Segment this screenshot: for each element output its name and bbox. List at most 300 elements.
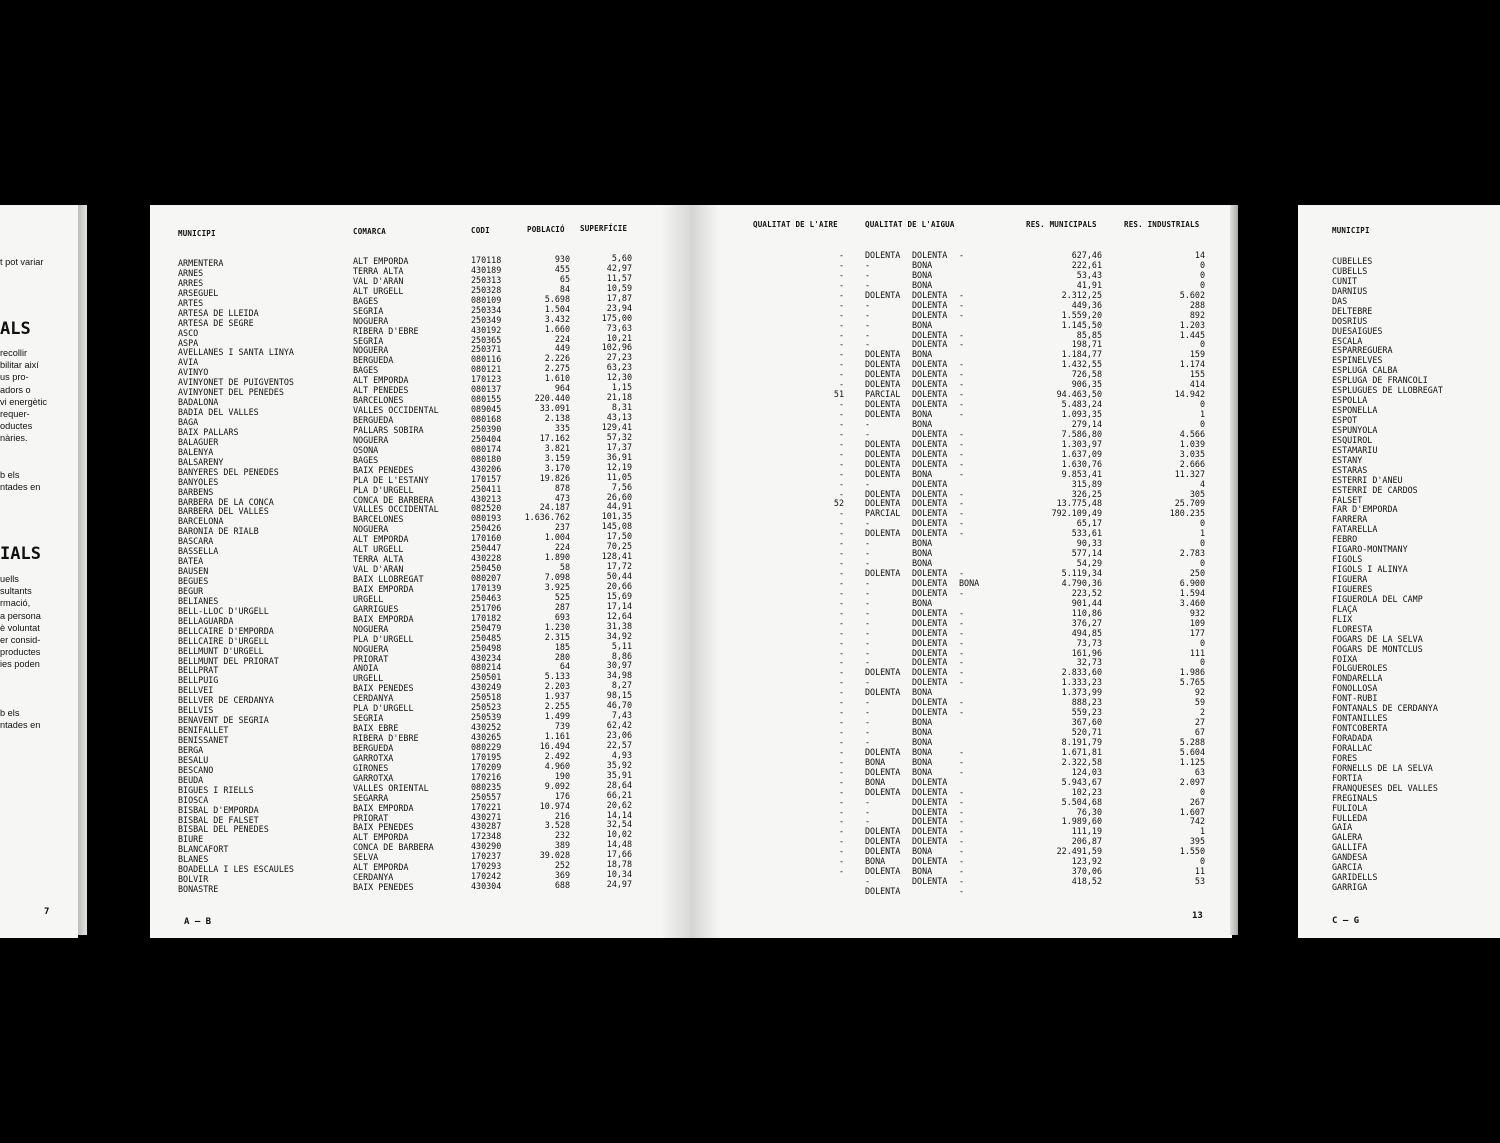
cell-aigua: - [959,847,965,857]
cell-aigua [959,738,999,748]
cell-aigua: - [865,728,871,737]
cell-poblacio: 17.162 [539,433,570,443]
cell-aigua: DOLENTA [865,867,901,877]
cell-municipi: GARRIGA [1332,883,1368,893]
cell-municipi: BATEA [178,557,204,567]
cell-comarca: PRIORAT [353,654,389,664]
cell-aire: - [838,728,844,737]
cell-codi: 080109 [471,295,502,305]
cell-comarca: BERGUEDÀ [353,743,394,753]
cell-res-industrials: 0 [1199,658,1205,668]
cell-aire: - [838,777,844,787]
cell-aigua: - [959,469,965,479]
cell-res-municipals: 2.312,25 [1061,290,1102,300]
cell-poblacio: 878 [554,483,570,493]
cell-municipi: ESPLUGA DE FRANCOLÍ [1332,376,1428,386]
cell-municipi: BELLPRAT [178,666,219,676]
cell-municipi: BIURE [178,835,204,845]
cell-res-industrials: 14.942 [1174,390,1205,400]
fragment-text: ntades en [0,482,41,493]
cell-aigua: DOLENTA [865,380,901,390]
cell-codi: 250450 [471,564,502,574]
cell-res-industrials: 0 [1199,400,1205,410]
cell-superficie: 101,35 [601,512,632,522]
cell-superficie: 98,15 [606,691,632,701]
cell-aigua: DOLENTA [912,777,948,787]
cell-comarca: GARROTXA [353,773,394,783]
cell-poblacio: 2.203 [544,682,570,692]
cell-codi: 080229 [471,742,502,752]
cell-comarca: RIBERA D'EBRE [353,326,419,336]
cell-codi: 170123 [471,375,502,385]
cell-aigua: BONA [912,728,933,737]
cell-superficie: 31,38 [606,621,632,631]
cell-superficie: 5,60 [611,254,632,263]
cell-superficie: 36,91 [606,452,632,462]
cell-aigua: - [959,588,965,598]
cell-aire: - [838,698,844,708]
cell-aire: - [838,638,844,648]
cell-municipi: BANYERES DEL PENEDÈS [178,467,279,477]
cell-comarca: BAIX LLOBREGAT [353,575,424,584]
cell-res-industrials: 27 [1194,718,1205,728]
cell-aigua [959,281,999,291]
cell-aigua: - [959,529,965,539]
column-superficie [580,254,632,890]
cell-aigua: DOLENTA [912,658,948,668]
cell-municipi: BISBAL DE FALSET [178,815,259,825]
cell-res-industrials: 25.709 [1174,499,1205,509]
cell-superficie: 12,19 [606,462,632,472]
cell-res-industrials: 2.666 [1179,459,1205,469]
cell-res-municipals: 5.119,34 [1061,569,1102,578]
cell-comarca: GIRONÈS [353,763,389,773]
cell-municipi: BADALONA [178,398,219,408]
cell-res-municipals: 198,71 [1071,340,1102,350]
cell-poblacio: 369 [554,871,570,881]
cell-superficie: 35,92 [606,760,632,770]
cell-aire: - [838,628,844,638]
cell-res-municipals: 111,19 [1071,827,1102,837]
cell-aigua: - [865,628,871,638]
cell-res-municipals: 32,73 [1076,658,1102,668]
cell-codi: 430206 [471,464,502,474]
cell-municipi: AVINYONET DE PUIGVENTÓS [178,378,294,388]
cell-aigua: - [959,867,965,877]
cell-superficie: 102,96 [601,343,632,353]
header-codi: CODI [471,226,490,235]
cell-res-industrials: 67 [1194,728,1205,737]
cell-res-industrials: 414 [1189,380,1205,390]
cell-poblacio: 525 [554,592,570,602]
cell-codi: 170157 [471,474,502,484]
cell-aigua: DOLENTA [912,519,948,529]
cell-municipi: ESTERRI DE CARDÓS [1332,485,1418,495]
cell-municipi: ESTAMARIU [1332,445,1378,455]
fragment-text: requer- [0,409,30,420]
cell-aigua: - [959,698,965,708]
cell-res-industrials: 0 [1199,638,1205,648]
cell-comarca: BAGES [353,296,379,306]
cell-res-municipals: 315,89 [1071,479,1102,489]
cell-aigua: BONA [912,469,933,479]
cell-aire: - [838,419,844,429]
cell-superficie: 8,27 [611,681,632,691]
cell-municipi: FONDARELLA [1332,674,1383,684]
cell-res-industrials: 250 [1189,569,1205,578]
cell-aigua: - [959,429,965,439]
cell-aigua: - [959,459,965,469]
cell-superficie: 50,44 [606,572,632,581]
cell-codi: 080116 [471,355,502,365]
cell-poblacio: 280 [554,652,570,662]
cell-municipi: ESPARREGUERA [1332,346,1393,356]
cell-res-municipals: 5.483,24 [1061,400,1102,410]
cell-aigua: - [865,320,871,330]
cell-aire: - [838,608,844,618]
cell-aigua: DOLENTA [865,449,901,459]
cell-comarca: BARCELONÈS [353,515,404,525]
cell-superficie: 8,86 [611,651,632,661]
cell-aigua: DOLENTA [912,797,948,807]
cell-res-municipals: 494,85 [1071,628,1102,638]
cell-aigua: BONA [865,857,886,867]
cell-aire: - [838,559,844,569]
cell-aigua: DOLENTA [912,817,948,827]
cell-superficie: 24,97 [606,880,632,890]
cell-poblacio: 688 [554,881,570,891]
cell-codi: 250426 [471,524,502,534]
cell-poblacio: 237 [554,523,570,533]
cell-aigua: - [865,310,871,320]
fragment-paragraph [0,707,40,731]
cell-codi: 250523 [471,703,502,713]
cell-municipi: BIOSCA [178,795,209,805]
cell-municipi: BENISSANET [178,736,229,745]
cell-comarca: SELVA [353,853,379,863]
cell-res-industrials: 111 [1189,648,1205,658]
cell-poblacio: 1.610 [544,374,570,384]
cell-res-municipals: 376,27 [1071,618,1102,628]
cell-aigua: DOLENTA [865,847,901,857]
cell-municipi: BELLCAIRE D'EMPORDÀ [178,626,274,636]
column-aigua-2 [912,251,958,887]
cell-comarca: VAL D'ARAN [353,565,404,575]
cell-aigua: DOLENTA [865,767,901,777]
cell-res-industrials: 0 [1199,419,1205,429]
cell-municipi: FALSET [1332,495,1363,505]
cell-codi: 430189 [471,265,502,275]
cell-res-municipals: 1.432,55 [1061,360,1102,370]
cell-res-municipals: 5.943,67 [1061,777,1102,787]
cell-poblacio: 1.937 [544,692,570,702]
cell-aigua: - [865,270,871,280]
cell-aigua: DOLENTA [912,330,948,340]
cell-aire: - [838,410,844,419]
cell-comarca: ALT EMPORDÀ [353,863,409,873]
cell-codi: 250557 [471,792,502,802]
cell-aigua: DOLENTA [865,489,901,499]
cell-municipi: BEUDA [178,775,204,785]
cell-superficie: 145,08 [601,522,632,532]
cell-res-industrials: 0 [1199,270,1205,280]
fragment-text: sultants [0,586,32,597]
cell-municipi: BAGÀ [178,418,199,427]
cell-comarca: ANOIA [353,664,379,674]
fragment-text: t pot variar [0,257,44,267]
cell-comarca: CERDANYA [353,694,394,704]
cell-res-industrials: 155 [1189,370,1205,380]
cell-superficie: 14,48 [606,840,632,850]
cell-aigua: - [959,678,965,688]
cell-municipi: BELLAGUARDA [178,616,234,626]
cell-municipi: BENIFALLET [178,726,229,736]
cell-codi: 250334 [471,305,502,315]
fragment-text: b els [0,708,20,718]
cell-aigua: DOLENTA [865,469,901,479]
cell-res-industrials: 1.986 [1179,668,1205,678]
cell-superficie: 35,91 [606,770,632,780]
cell-res-industrials: 0 [1199,340,1205,350]
cell-poblacio: 964 [554,384,570,394]
cell-municipi: FOIXÀ [1332,654,1358,664]
cell-aigua: DOLENTA [865,350,901,360]
cell-aigua [959,261,999,271]
header-municipi: MUNICIPI [1332,226,1370,235]
cell-aigua: DOLENTA [912,390,948,400]
cell-aire: - [838,509,844,519]
fragment-text: nàries. [0,433,28,444]
cell-municipi: FULLEDA [1332,813,1368,823]
cell-aire: - [838,489,844,499]
cell-aigua: DOLENTA [865,410,901,419]
cell-aigua [959,718,999,728]
cell-aigua: - [959,648,965,658]
cell-codi: 080214 [471,663,502,673]
cell-aigua: DOLENTA [912,499,948,509]
fragment-text: è voluntat [0,622,40,633]
cell-aigua: BONA [912,598,933,608]
cell-municipi: FAR D'EMPORDÀ [1332,505,1398,515]
cell-comarca: ALT URGELL [353,545,404,555]
cell-municipi: FIGUERES [1332,584,1373,594]
cell-comarca: ALT EMPORDÀ [353,376,409,386]
cell-res-municipals: 76,30 [1076,807,1102,817]
cell-comarca: BARCELONÈS [353,396,404,406]
cell-municipi: ESQUIROL [1332,435,1373,445]
cell-aigua: - [865,708,871,718]
cell-municipi: BEGUR [178,586,204,596]
cell-superficie: 17,14 [606,601,632,611]
cell-municipi: DAS [1332,296,1348,306]
cell-res-municipals: 94.463,50 [1056,390,1102,400]
cell-superficie: 14,14 [606,810,632,820]
cell-municipi: BOLVIR [178,875,209,885]
cell-aire: - [838,658,844,668]
gutter-shadow [690,205,720,938]
cell-aigua: DOLENTA [912,479,948,489]
cell-municipi: FONT-RUBÍ [1332,694,1378,704]
cell-municipi: BARBENS [178,487,214,497]
cell-aigua [959,271,999,281]
cell-res-industrials: 2.097 [1179,777,1205,787]
cell-poblacio: 84 [559,284,570,294]
cell-res-industrials: 2.783 [1179,549,1205,559]
cell-poblacio: 33.091 [539,404,570,414]
cell-superficie: 17,37 [606,442,632,452]
cell-res-municipals: 22.491,59 [1056,847,1102,857]
cell-aire: - [838,668,844,678]
cell-aigua [959,350,999,360]
cell-aigua: - [865,658,871,668]
cell-municipi: FRANQUESES DEL VALLÈS [1332,783,1438,793]
cell-aigua: DOLENTA [865,251,901,260]
cell-comarca: ALT PENEDÈS [353,386,409,396]
cell-aigua: - [959,499,965,509]
cell-superficie: 12,64 [606,611,632,621]
cell-aigua: - [959,370,965,380]
cell-res-industrials: 892 [1189,310,1205,320]
cell-aigua: - [959,360,965,370]
cell-aigua: DOLENTA [912,340,948,350]
cell-aigua: DOLENTA [912,489,948,499]
header-res-municipals: RES. MUNICIPALS [1026,220,1097,229]
cell-res-municipals: 1.630,76 [1061,459,1102,469]
cell-aigua: DOLENTA [912,310,948,320]
cell-poblacio: 2.138 [544,414,570,423]
cell-res-industrials: 0 [1199,857,1205,867]
cell-poblacio: 216 [554,811,570,821]
cell-res-municipals: 792.109,49 [1051,509,1102,519]
cell-municipi: BLANES [178,855,209,865]
cell-res-industrials: 14 [1194,251,1205,260]
cell-municipi: FORALLAC [1332,743,1373,753]
cell-municipi: ESCALA [1332,336,1363,346]
cell-municipi: FÍGOLS I ALINYÀ [1332,565,1408,575]
cell-aigua [959,321,999,331]
cell-poblacio: 9.092 [544,781,570,791]
cell-aigua: DOLENTA [912,400,948,410]
cell-aigua: DOLENTA [912,509,948,519]
cell-aigua: - [959,787,965,797]
cell-aigua: DOLENTA [912,360,948,370]
cell-municipi: BELLVEI [178,686,214,696]
cell-aire: - [838,479,844,489]
cell-codi: 430192 [471,325,502,335]
cell-superficie: 62,42 [606,721,632,731]
cell-poblacio: 287 [554,602,570,612]
cell-municipi: FOLGUEROLES [1332,664,1388,674]
cell-poblacio: 1.660 [544,324,570,334]
cell-aigua: DOLENTA [865,290,901,300]
cell-aigua: DOLENTA [865,370,901,380]
cell-municipi: BIGUES I RIELLS [178,785,254,795]
cell-comarca: PLA D'URGELL [353,485,414,495]
cell-aire: - [838,449,844,459]
cell-res-industrials: 59 [1194,698,1205,708]
cell-aigua: - [959,757,965,767]
cell-res-industrials: 11 [1194,867,1205,877]
cell-municipi: BARBERÀ DE LA CONCA [178,497,274,507]
cell-codi: 170160 [471,534,502,544]
cell-aigua: BONA [912,539,933,549]
cell-aigua: - [865,300,871,310]
cell-aigua: - [865,648,871,658]
cell-comarca: OSONA [353,445,379,455]
cell-aigua: BONA [912,350,933,360]
cell-aigua: BONA [865,757,886,767]
page-number: 7 [44,907,50,917]
cell-codi: 170139 [471,583,502,593]
cell-municipi: FREGINALS [1332,793,1378,803]
cell-poblacio: 7.098 [544,573,570,582]
cell-municipi: BEGUES [178,577,209,586]
cell-poblacio: 1.230 [544,622,570,632]
cell-aire: - [838,737,844,747]
cell-res-municipals: 110,86 [1071,608,1102,618]
cell-aigua: - [865,479,871,489]
cell-aigua [959,539,999,549]
cell-municipi: ARNES [178,268,204,278]
cell-aire: - [838,767,844,777]
cell-aigua: DOLENTA [865,747,901,757]
cell-aire: - [838,320,844,330]
cell-municipi: BELLPUIG [178,676,219,686]
cell-codi: 250539 [471,713,502,723]
cell-res-industrials: 4.566 [1179,429,1205,439]
cell-aigua: - [865,678,871,688]
cell-municipi: CUBELLS [1332,266,1368,276]
cell-superficie: 30,97 [606,661,632,671]
cell-municipi: BESALÚ [178,755,209,765]
page-right [690,205,1232,938]
cell-municipi: ESPLUGA CALBA [1332,366,1398,376]
cell-comarca: BAIX PENEDÈS [353,465,414,475]
cell-codi: 250313 [471,275,502,285]
cell-res-industrials: 5.602 [1179,290,1205,300]
cell-aigua: DOLENTA [865,827,901,837]
fragment-paragraph [0,573,41,671]
cell-comarca: SEGARRA [353,793,389,803]
cell-poblacio: 176 [554,791,570,801]
cell-comarca: BAIX PENEDÈS [353,684,414,694]
cell-res-industrials: 53 [1194,877,1205,887]
cell-codi: 170237 [471,852,502,862]
cell-codi: 080235 [471,782,502,792]
cell-comarca: BAIX EBRE [353,724,399,734]
cell-aigua: - [959,857,965,867]
cell-res-municipals: 367,60 [1071,718,1102,728]
cell-aigua: - [865,797,871,807]
cell-superficie: 17,87 [606,293,632,303]
cell-poblacio: 190 [554,771,570,781]
cell-superficie: 27,23 [606,353,632,363]
cell-aigua: - [959,837,965,847]
cell-poblacio: 224 [554,543,570,553]
cell-aigua: - [959,708,965,718]
section-heading: ALS [0,319,31,339]
cell-poblacio: 449 [554,344,570,354]
cell-municipi: BELIANES [178,596,219,606]
cell-comarca: NOGUERA [353,435,389,445]
page-footer-range: A – B [184,917,212,927]
cell-aigua: DOLENTA [912,708,948,718]
cell-aigua: - [865,817,871,827]
cell-superficie: 18,78 [606,860,632,870]
cell-municipi: BISBAL D'EMPORDÀ [178,805,259,815]
cell-aigua: DOLENTA [912,678,948,688]
cell-municipi: AVIÀ [178,358,199,368]
